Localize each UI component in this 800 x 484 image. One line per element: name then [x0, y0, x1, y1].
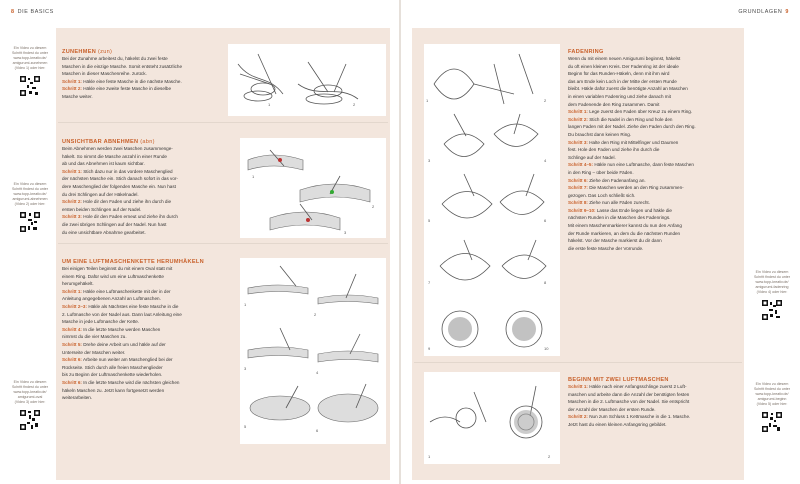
video-link-note: Ein Video zu diesem Schritt findest du unter www.topp-kreativ.de/ amigurumi-oval (Video 3) oder hier:: [12, 380, 48, 404]
qr-code-icon[interactable]: [19, 409, 41, 431]
step-line: Schritt 2: Häkle eine zweite feste Masche in dieselbe: [62, 86, 172, 92]
body-line: Beim Abnehmen werden zwei Maschen zusammenge-: [62, 146, 173, 151]
left-section-name: DIE BASICS: [17, 9, 54, 15]
video-link-note: Ein Video zu diesem Schritt findest du unter www.topp-kreativ.de/ amigurumi-abnehmen (Video 2) oder hier:: [12, 182, 48, 206]
section-divider: [58, 122, 388, 123]
section-divider: [414, 362, 742, 363]
svg-text:3: 3: [428, 158, 431, 163]
magic-ring-illustration: [424, 44, 560, 356]
qr-code-icon[interactable]: [761, 411, 783, 433]
section-title: ZUNEHMEN (zun): [62, 49, 113, 55]
video-link-note: Ein Video zu diesem Schritt findest du unter www.topp-kreativ.de/ amigurumi-beginn (Video 5) oder hier:: [754, 382, 790, 406]
svg-text:2: 2: [548, 454, 551, 459]
svg-text:2: 2: [353, 102, 356, 107]
body-line: Masche weiter.: [62, 93, 93, 99]
svg-text:1: 1: [252, 174, 255, 179]
section-title: UNSICHTBAR ABNEHMEN (abn): [62, 139, 155, 145]
section-divider: [58, 243, 388, 244]
video-link-note: Ein Video zu diesem Schritt findest du unter www.topp-kreativ.de/ amigurumi-fadenring (Video 4) oder hier:: [754, 270, 790, 294]
section-zunehmen: [62, 49, 220, 101]
sidenote-video-3: [8, 380, 52, 431]
svg-text:7: 7: [428, 280, 431, 285]
two-chain-start-illustration: [424, 372, 560, 464]
body-line: häkelt. So nimmt die Masche anzahl in einer Runde: [62, 153, 167, 159]
section-title: UM EINE LUFTMASCHENKETTE HERUMHÄKELN: [62, 259, 204, 265]
sidenote-video-4: [750, 270, 794, 321]
step-line: Schritt 1: Häkle eine feste Masche in die nächste Masche.: [62, 78, 182, 84]
video-link-note: Ein Video zu diesem Schritt findest du unter www.topp-kreativ.de/ amigurumi-zunehmen (Video 1) oder hier:: [12, 46, 48, 70]
illustration-fadenring: [424, 44, 560, 356]
svg-text:10: 10: [544, 346, 549, 351]
body-line: Maschen in die einzige Masche. Somit entsteht zusätzliche: [62, 63, 183, 69]
illustration-zwei-luftmaschen: [424, 372, 560, 464]
svg-text:2: 2: [544, 98, 547, 103]
svg-text:6: 6: [544, 218, 547, 223]
right-section-name: GRUNDLAGEN: [738, 9, 783, 15]
svg-text:5: 5: [244, 424, 247, 429]
svg-text:9: 9: [428, 346, 431, 351]
body-line: Bei der Zunahme arbeitest du, häkelst du zwei feste: [62, 56, 168, 61]
left-page-header: [8, 9, 54, 15]
sidenote-video-5: [750, 382, 794, 433]
crochet-hook-illustration: [228, 44, 386, 116]
qr-code-icon[interactable]: [19, 75, 41, 97]
svg-text:1: 1: [428, 454, 431, 459]
illustration-zunehmen: [228, 44, 386, 116]
qr-code-icon[interactable]: [19, 211, 41, 233]
section-abnehmen: UNSICHTBAR ABNEHMEN (abn) Beim Abnehmen werden zwei Maschen zusammenge- häkelt. So nimmt die Masche anzahl in einer Runde ab und das Abnehmen ist kaum sichtbar. Schritt 1: Stich dazu nur in das vordere Maschenglied der nächsten Masche ein. Stich danach sofort in das vor- dere Maschenglied der folgenden Masche ein. Nun hast du drei Schlingen auf der Häkelnadel. Schritt 2: Hole dir den Faden und ziehe ihn durch die ersten beiden Schlingen auf der Nadel. Schritt 3: Hole dir den Faden erneut und ziehe ihn durch die zwei übrigen Schlingen auf der Nadel. Nun hast du eine unsichtbare Abnahme gearbeitet.: [62, 139, 232, 236]
svg-text:8: 8: [544, 280, 547, 285]
section-beginn-zwei-luftmaschen: BEGINN MIT ZWEI LUFTMASCHEN Schritt 1: Häkle nach einer Anfangsschlinge zuerst 2 Luft- maschen und arbeite dann die Anzahl der benötigten festen Maschen in die 2. Luftmasche von der Nadel. Sie entspricht der Anzahl der Maschen der ersten Runde. Schritt 2: Nun zum Schluss 1 Kettmasche in die 1. Masche. Jetzt hast du einen kleinen Anfangsring gebildet.: [568, 377, 738, 429]
illustration-abnehmen: [240, 138, 386, 238]
sidenote-video-1: [8, 46, 52, 97]
section-title: FADENRING: [568, 49, 604, 55]
svg-text:1: 1: [426, 98, 429, 103]
sidenote-video-2: [8, 182, 52, 233]
right-page-header: [738, 9, 792, 15]
svg-text:6: 6: [316, 428, 319, 433]
section-luftmaschenkette: UM EINE LUFTMASCHENKETTE HERUMHÄKELN Bei einigen Teilen beginnst du mit einem Oval statt mit einem Ring. Dafür wird um eine Luftmaschenkette herumgehäkelt. Schritt 1: Häkle eine Luftmaschenkette mit der in der Anleitung angegebenen Anzahl an Luftmaschen. Schritt 2–3: Häkle als Nächstes eine feste Masche in die 2. Luftmasche von der Nadel aus. Dann laut Anleitung eine Masche in jede Luftmasche der Kette. Schritt 4: In die letzte Masche werden Maschen nimmst du die vier Maschen zu. Schritt 5: Drehe deine Arbeit um und häkle auf der Unterseite der Maschen weiter. Schritt 6: Arbeite nun weiter am Maschenglied bei der Rückseite. Stich durch alle freien Maschenglieder bis zu Beginn der Luftmaschenkette wiederholen. Schritt 6: In die letzte Masche wird die nächsten gleichen häkeln Maschen zu. Jetzt kann fortgesetzt werden weiterarbeiten.: [62, 259, 234, 402]
chain-crochet-illustration: [240, 258, 386, 444]
svg-text:3: 3: [244, 366, 247, 371]
qr-code-icon[interactable]: [761, 299, 783, 321]
body-line: Maschen in dieser Maschenreihe. zurück.: [62, 71, 147, 77]
left-page-number: 8: [11, 9, 15, 15]
svg-text:1: 1: [268, 102, 271, 107]
svg-text:2: 2: [372, 204, 375, 209]
svg-text:4: 4: [544, 158, 547, 163]
svg-text:4: 4: [316, 370, 319, 375]
section-title: BEGINN MIT ZWEI LUFTMASCHEN: [568, 377, 669, 383]
section-fadenring: FADENRING Wenn du mit einem neuen Amigurumi beginnst, häkelst du oft einen kleinen Kreis. Der Fadenring ist der ideale Beginn für das Runden-Häkeln, denn mit ihm wird das am Ende kein Loch in der Mitte der ersten Runde bleibt. Häkle dafür zuerst die benötigte Anzahl an Maschen in einen variablen Fadenring und ziehe danach mit dem Fadenende den Ring zusammen. Damit Schritt 1: Lege zuerst den Faden über Kreuz zu einem Ring. Schritt 2: Stich die Nadel in den Ring und hole den langen Faden mit der Nadel. Ziehe den Faden durch den Ring. Du brauchst dann keinen Ring. Schritt 3: Halte den Ring mit Mittelfinger und Daumen fest. Hole den Faden und ziehe ihn durch die Schlinge auf der Nadel. Schritt 4–5: Häkle nun eine Luftmasche, dann feste Maschen in den Ring – über beide Fäden. Schritt 6: Ziehe den Fadenanfang an. Schritt 7: Die Maschen werden an den Ring zusammen- gezogen. Das Loch schließt sich. Schritt 8: Ziehe nun alle Fäden zurecht. Schritt 9–10: Lasse das Ende liegen und häkle die nächsten Runden in die Maschen des Fadenrings. Mit einem Maschenmarkierer kannst du nun den Anfang der Runde markieren, an dem du die nächsten Runden häkelst. Vor der Masche markierst du dir dann die erste feste Masche der Vorrunde.: [568, 49, 738, 252]
illustration-luftmaschenkette: [240, 258, 386, 444]
svg-text:3: 3: [344, 230, 347, 235]
svg-text:2: 2: [314, 312, 317, 317]
svg-text:1: 1: [244, 302, 247, 307]
svg-text:5: 5: [428, 218, 431, 223]
body-line: ab und das Abnehmen ist kaum sichtbar.: [62, 161, 145, 167]
right-page-number: 9: [785, 9, 789, 15]
crochet-decrease-illustration: [240, 138, 386, 238]
book-spine: [399, 0, 401, 484]
